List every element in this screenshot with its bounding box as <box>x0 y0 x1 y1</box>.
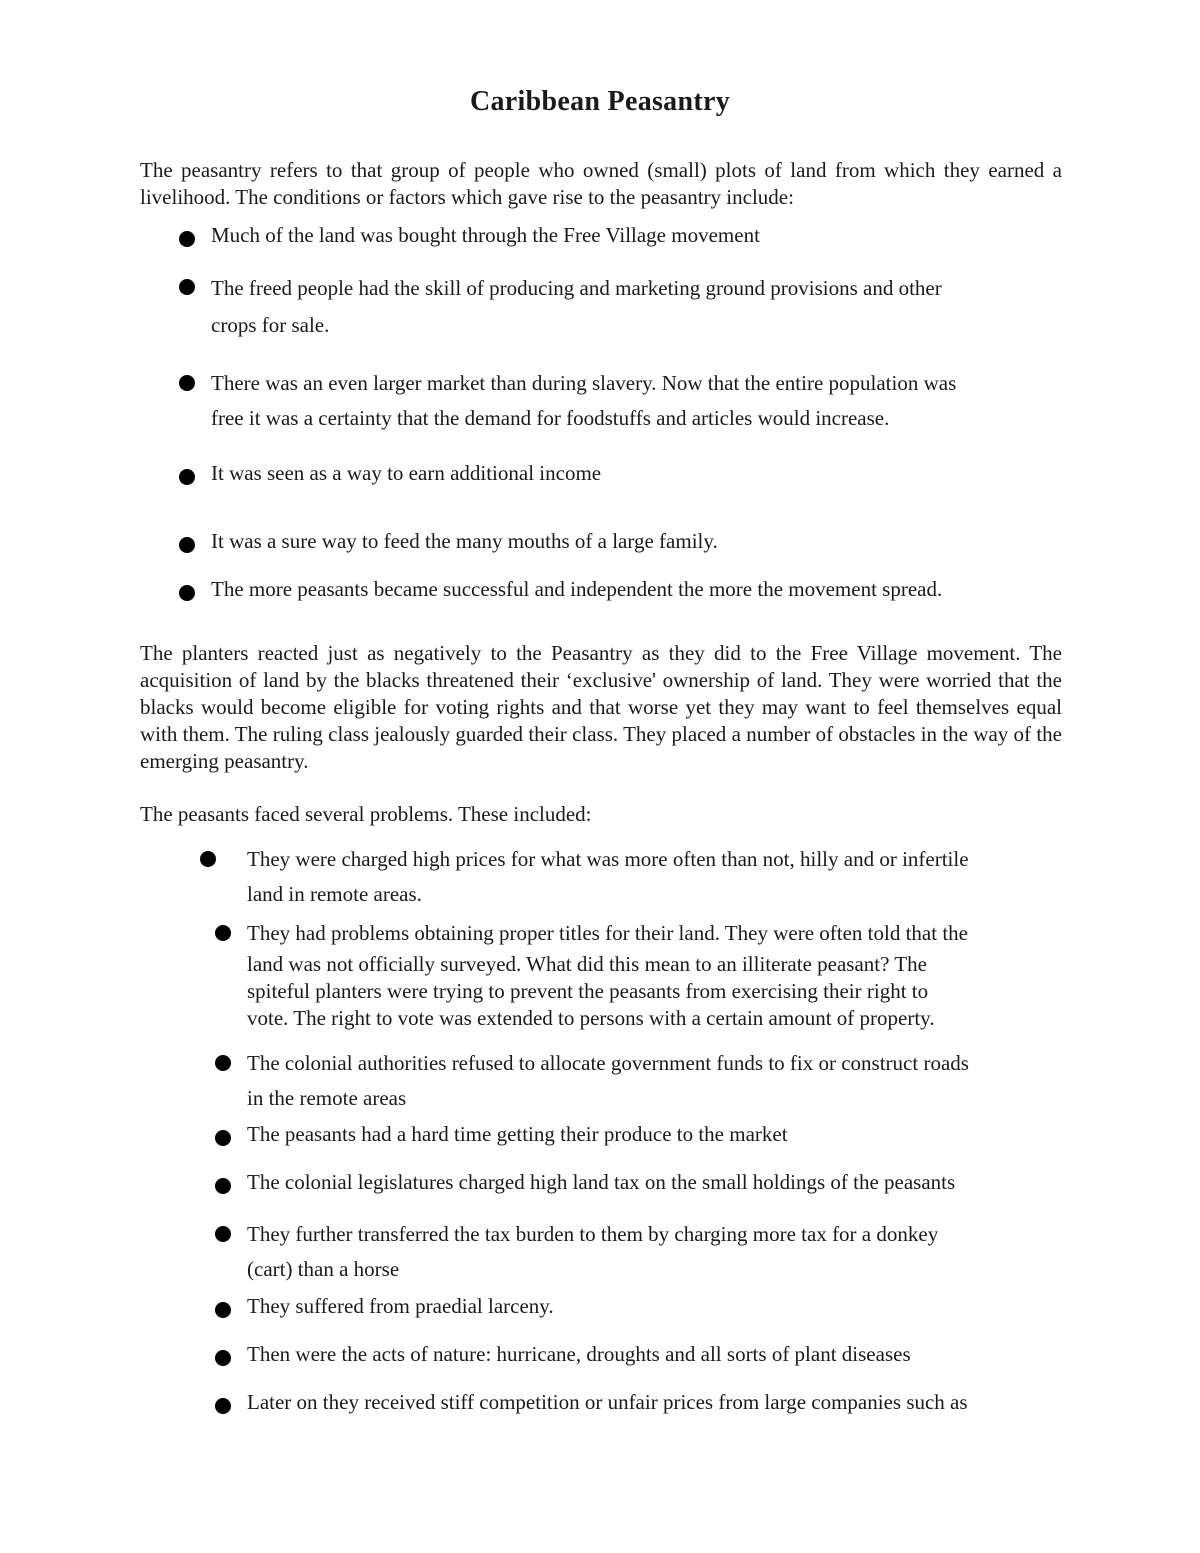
document-title: Caribbean Peasantry <box>469 86 731 117</box>
list-item-text: It was seen as a way to earn additional income <box>211 461 602 485</box>
list-item-text: It was a sure way to feed the many mouths of a large family. <box>211 529 718 553</box>
bullet-icon <box>179 537 195 553</box>
list-item-text: They suffered from praedial larceny. <box>247 1294 554 1318</box>
bullet-icon <box>179 231 195 247</box>
list-item-text: The peasants had a hard time getting their produce to the market <box>247 1122 788 1146</box>
bullet-icon <box>215 1302 231 1318</box>
bullet-icon <box>215 925 231 941</box>
intro-paragraph: The peasantry refers to that group of people who owned (small) plots of land from which they earned a livelihood. The conditions or factors which gave rise to the peasantry include: <box>140 158 1062 209</box>
list-item-text: They had problems obtaining proper titles for their land. They were often told that the land was not officially surveyed. What did this mean to an illiterate peasant? The spiteful planters were trying to prevent the peasants from exercising their right to vote. The right to vote was extended to persons with a certain amount of property. <box>247 921 968 1030</box>
bullet-icon <box>215 1398 231 1414</box>
bullet-icon <box>179 375 195 391</box>
bullet-icon <box>179 469 195 485</box>
bullet-icon <box>215 1350 231 1366</box>
list-item-text: The colonial legislatures charged high land tax on the small holdings of the peasants <box>247 1170 956 1194</box>
bullet-icon <box>215 1130 231 1146</box>
bullet-icon <box>215 1055 231 1071</box>
list-item-text: The more peasants became successful and independent the more the movement spread. <box>211 577 943 601</box>
list-item-text: There was an even larger market than during slavery. Now that the entire population was free it was a certainty that the demand for foodstuffs and articles would increase. <box>211 371 957 430</box>
list-item-text: Much of the land was bought through the Free Village movement <box>211 223 760 247</box>
list-item-text: Then were the acts of nature: hurricane, droughts and all sorts of plant diseases <box>247 1342 911 1366</box>
list-item-text: Later on they received stiff competition or unfair prices from large companies such as <box>247 1390 968 1414</box>
list-item-text: The freed people had the skill of producing and marketing ground provisions and other crops for sale. <box>211 276 942 337</box>
bullet-icon <box>215 1178 231 1194</box>
list-item-text: The colonial authorities refused to allocate government funds to fix or construct roads in the remote areas <box>247 1051 969 1110</box>
list-item-text: They were charged high prices for what was more often than not, hilly and or infertile land in remote areas. <box>247 847 969 906</box>
bullet-icon <box>179 585 195 601</box>
problems-intro: The peasants faced several problems. These included: <box>140 802 592 826</box>
bullet-icon <box>179 279 195 295</box>
planters-paragraph: The planters reacted just as negatively to the Peasantry as they did to the Free Village movement. The acquisition of land by the blacks threatened their ‘exclusive' ownership of land. They were worried that the blacks would become eligible for voting rights and that worse yet they may want to feel themselves equal with them. The ruling class jealously guarded their class. They placed a number of obstacles in the way of the emerging peasantry. <box>140 641 1062 773</box>
bullet-icon <box>215 1226 231 1242</box>
bullet-icon <box>200 851 216 867</box>
list-item-text: They further transferred the tax burden to them by charging more tax for a donkey (cart) than a horse <box>247 1222 939 1281</box>
